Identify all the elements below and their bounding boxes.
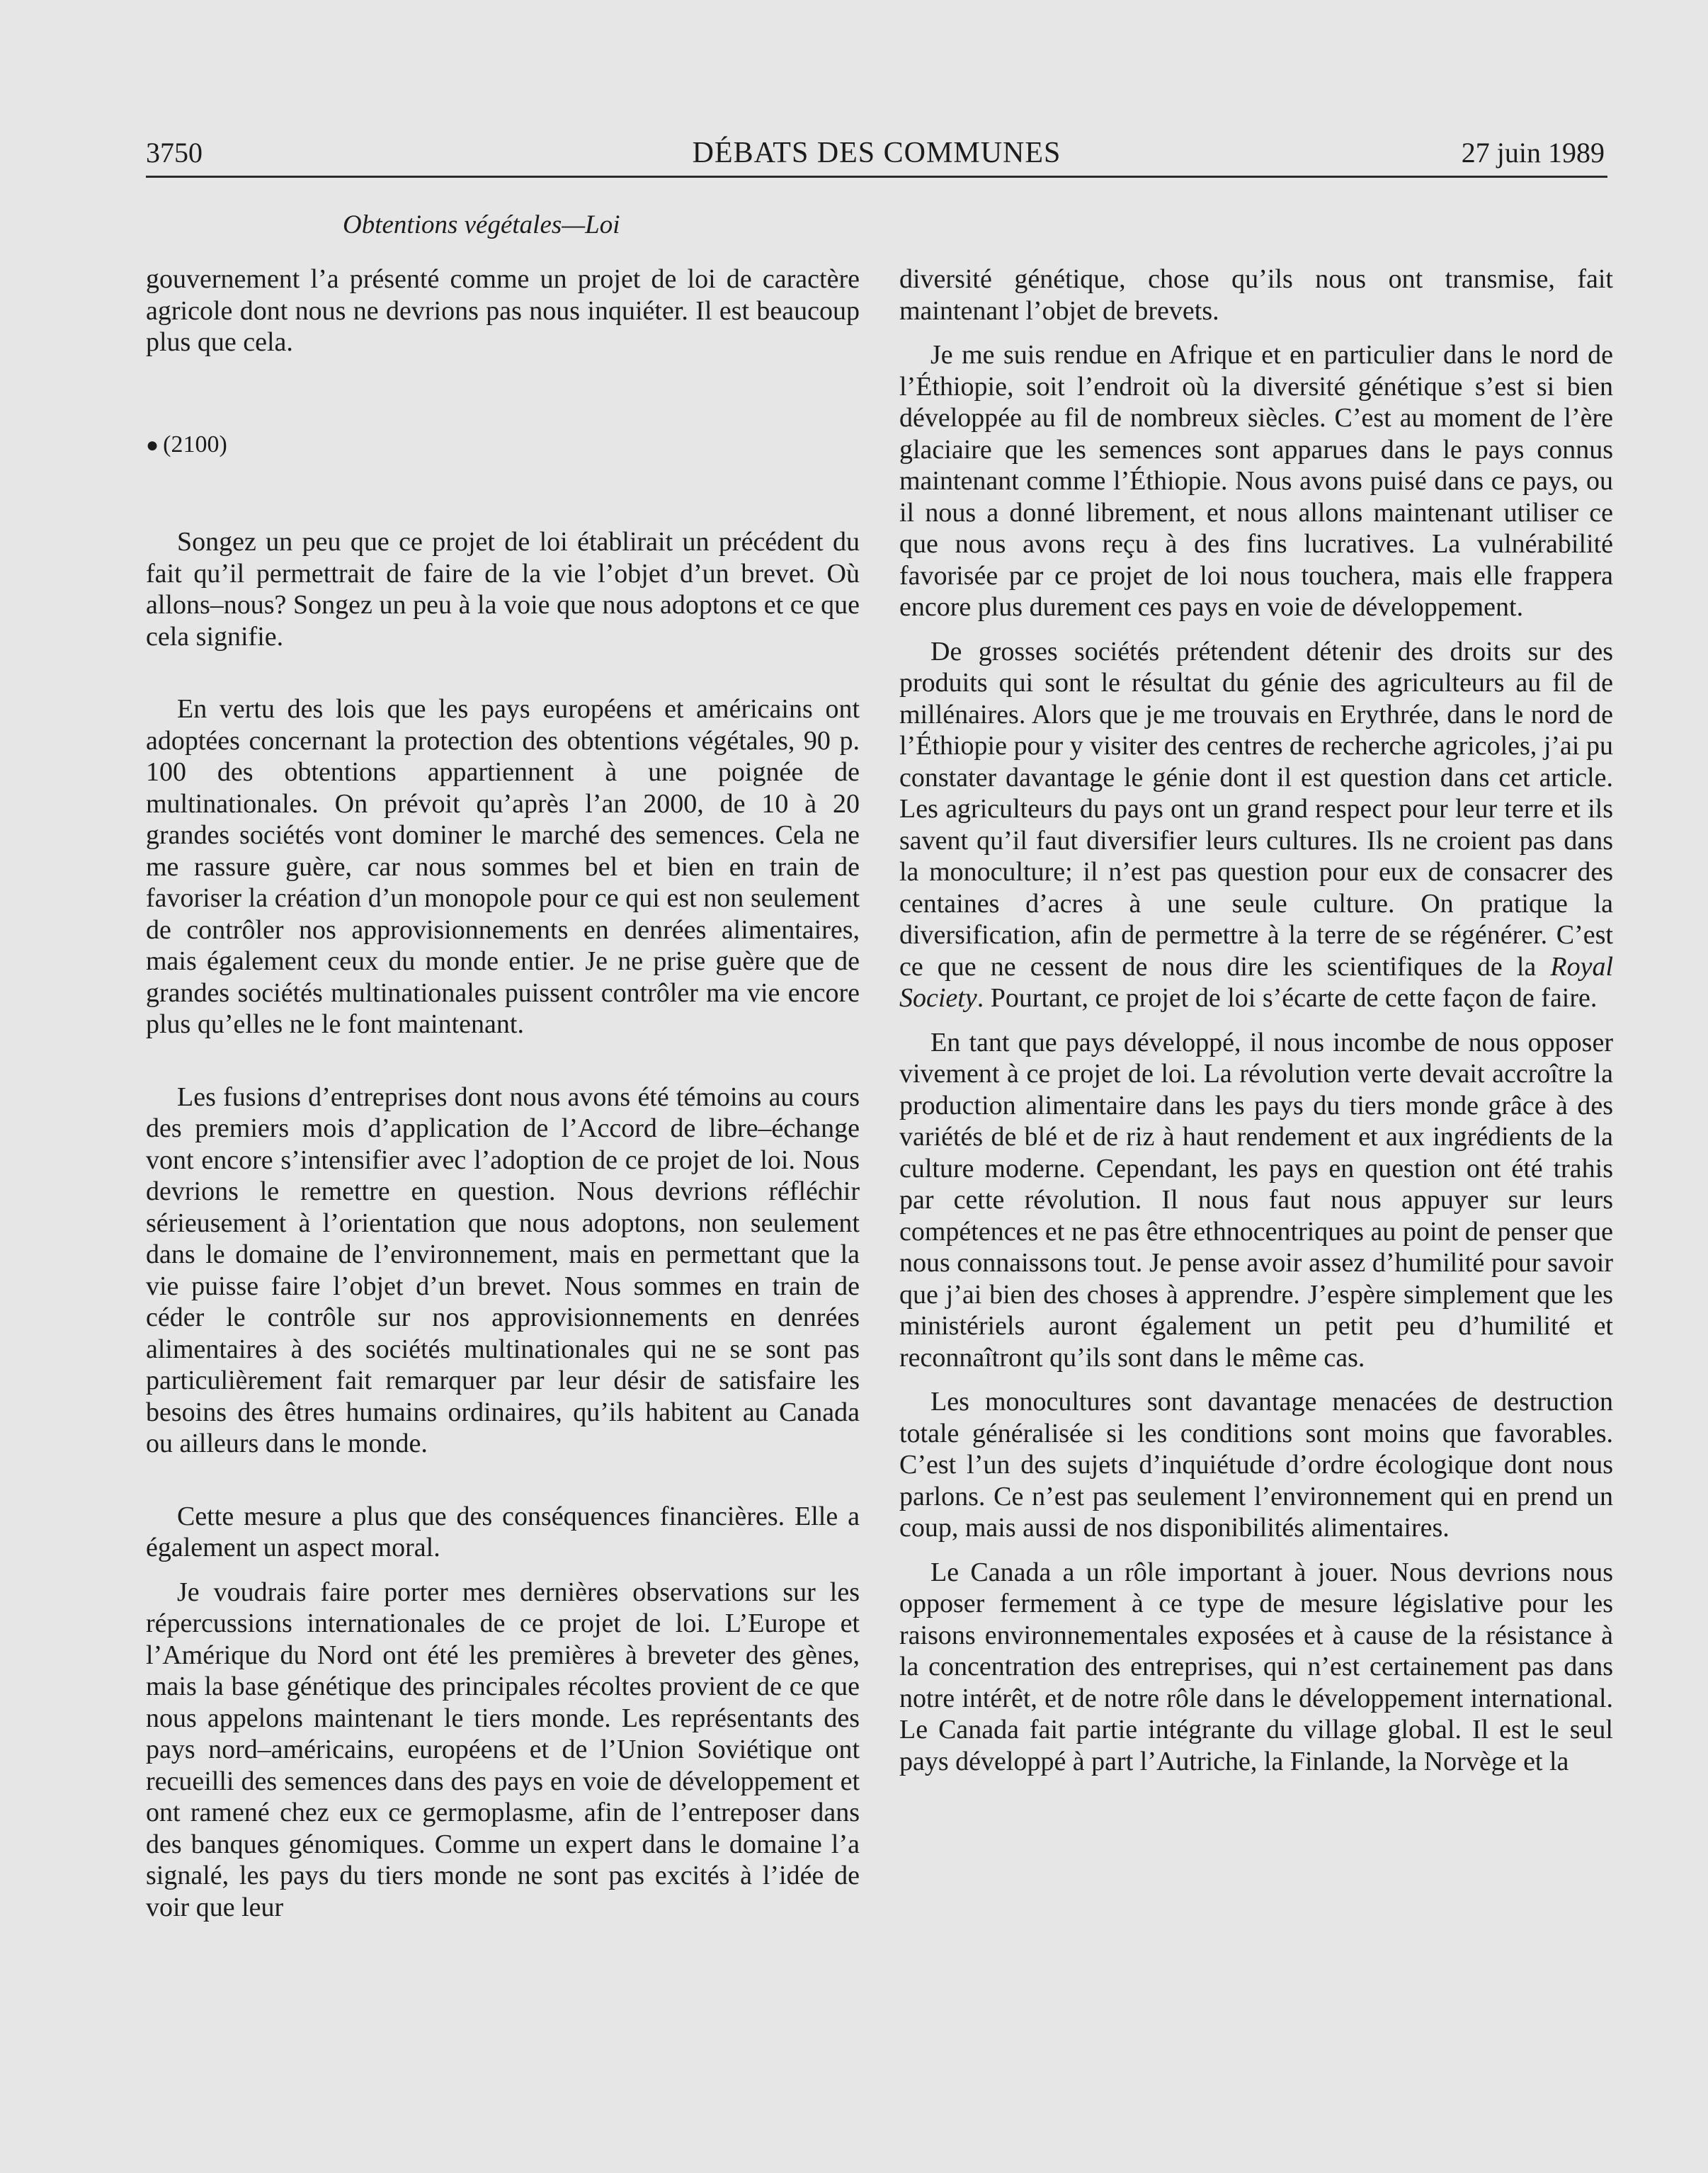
page-number: 3750	[146, 137, 203, 169]
paragraph: Je me suis rendue en Afrique et en particulier dans le nord de l’Éthiopie, soit l’endroit où la diversité génétique s’est si bien développée au fil de nombreux siècles. C’est au moment de l’ère glaciaire que les semences sont apparues dans le pays connus maintenant comme l’Éthiopie. Nous avons puisé dans ce pays, ou il nous a donné librement, et nous allons maintenant utiliser ce que nous avons reçu à des fins lucratives. La vulnérabilité favorisée par ce projet de loi nous touchera, mais elle frappera encore plus durement ces pays en voie de développement.	[899, 340, 1613, 622]
paragraph: gouvernement l’a présenté comme un projet de loi de caractère agricole dont nous ne devrions pas nous inquiéter. Il est beaucoup plus que cela.	[146, 264, 860, 357]
right-column	[899, 263, 1613, 1790]
paragraph	[899, 636, 1613, 1014]
paragraph: Les fusions d’entreprises dont nous avons été témoins au cours des premiers mois d’application de l’Accord de libre–échange vont encore s’intensifier avec l’adoption de ce projet de loi. Nous devrions le remettre en question. Nous devrions réfléchir sérieusement à l’orientation que nous adoptons, non seulement dans le domaine de l’environnement, mais en permettant que la vie puisse faire l’objet d’un brevet. Nous sommes en train de céder le contrôle sur nos approvisionnements en denrées alimentaires à des sociétés multinationales qui ne se sont pas particulièrement fait remarquer par leur désir de satisfaire les besoins des êtres humains ordinaires, qu’ils habitent au Canada ou ailleurs dans le monde.	[146, 1082, 860, 1458]
bullet-icon: ●	[146, 433, 159, 457]
sitting-date: 27 juin 1989	[1461, 137, 1605, 169]
page-header	[146, 136, 1607, 178]
timestamp	[146, 429, 860, 462]
paragraph: Je voudrais faire porter mes dernières observations sur les répercussions internationales de ce projet de loi. L’Europe et l’Amérique du Nord ont été les premières à breveter des gènes, mais la base génétique des principales récoltes provient de ce que nous appelons maintenant le tiers monde. Les représentants des pays nord–américains, européens et de l’Union Soviétique ont recueilli des semences dans des pays en voie de développement et ont ramené chez eux ce germoplasme, afin de l’entreposer dans des banques génomiques. Comme un expert dans le domaine l’a signalé, les pays du tiers monde ne sont pas excités à l’idée de voir que leur	[146, 1577, 860, 1922]
journal-title: DÉBATS DES COMMUNES	[692, 137, 1061, 169]
paragraph: En vertu des lois que les pays européens et américains ont adoptées concernant la protection des obtentions végétales, 90 p. 100 des obtentions appartiennent à une poignée de multinationales. On prévoit qu’après l’an 2000, de 10 à 20 grandes sociétés vont dominer le marché des semences. Cela ne me rassure guère, car nous sommes bel et bien en train de favoriser la création d’un monopole pour ce qui est non seulement de contrôler nos approvisionnements en denrées alimentaires, mais également ceux du monde entier. Je ne prise guère que de grandes sociétés multinationales puissent contrôler ma vie encore plus qu’elles ne le font maintenant.	[146, 694, 860, 1039]
paragraph: Cette mesure a plus que des conséquences financières. Elle a également un aspect moral.	[146, 1501, 860, 1562]
paragraph: Songez un peu que ce projet de loi établirait un précédent du fait qu’il permettrait de faire de la vie l’objet d’un brevet. Où allons–nous? Songez un peu à la voie que nous adoptons et ce que cela signifie.	[146, 527, 860, 652]
paragraph: Les monocultures sont davantage menacées de destruction totale généralisée si les conditions sont moins que favorables. C’est l’un des sujets d’inquiétude d’ordre écologique dont nous parlons. Ce n’est pas seulement l’environnement qui en prend un coup, mais aussi de nos disponibilités alimentaires.	[899, 1387, 1613, 1543]
paragraph: Le Canada a un rôle important à jouer. Nous devrions nous opposer fermement à ce type de mesure législative pour les raisons environnementales exposées et à cause de la résistance à la concentration des entreprises, qui n’est certainement pas dans notre intérêt, et de notre rôle dans le développement international. Le Canada fait partie intégrante du village global. Il est le seul pays développé à part l’Autriche, la Finlande, la Norvège et la	[899, 1557, 1613, 1776]
paragraph-text: De grosses sociétés prétendent détenir des droits sur des produits qui sont le résultat du génie des agriculteurs au fil de millénaires. Alors que je me trouvais en Erythrée, dans le nord de l’Éthiopie pour y visiter des centres de recherche agricoles, j’ai pu constater davantage le génie dont il est question dans cet article. Les agriculteurs du pays ont un grand respect pour leur terre et ils savent qu’il faut diversifier leurs cultures. Ils ne croient pas dans la monoculture; il n’est pas question pour eux de consacrer des centaines d’acres à une seule culture. On pratique la diversification, afin de permettre à la terre de se régénérer. C’est ce que ne cessent de nous dire les scientifiques de la	[899, 636, 1613, 982]
section-subheading: Obtentions végétales—Loi	[343, 210, 620, 239]
left-column	[146, 263, 860, 1936]
paragraph: En tant que pays développé, il nous incombe de nous opposer vivement à ce projet de loi. La révolution verte devait accroître la production alimentaire dans les pays du tiers monde grâce à des variétés de blé et de riz à haut rendement et aux ingrédients de la culture moderne. Cependant, les pays en question ont été trahis par cette révolution. Il nous faut nous appuyer sur leurs compétences et ne pas être ethnocentriques au point de penser que nous connaissons tout. Je pense avoir assez d’humilité pour savoir que j’ai bien des choses à apprendre. J’espère simplement que les ministériels auront également un petit peu d’humilité et reconnaîtront qu’ils sont dans le même cas.	[899, 1027, 1613, 1373]
paragraph-text: . Pourtant, ce projet de loi s’écarte de cette façon de faire.	[977, 983, 1598, 1013]
royal-society-italic: Royal Society	[899, 951, 1613, 1013]
timestamp-text: (2100)	[163, 431, 227, 458]
paragraph: diversité génétique, chose qu’ils nous ont transmise, fait maintenant l’objet de brevets.	[899, 264, 1613, 326]
